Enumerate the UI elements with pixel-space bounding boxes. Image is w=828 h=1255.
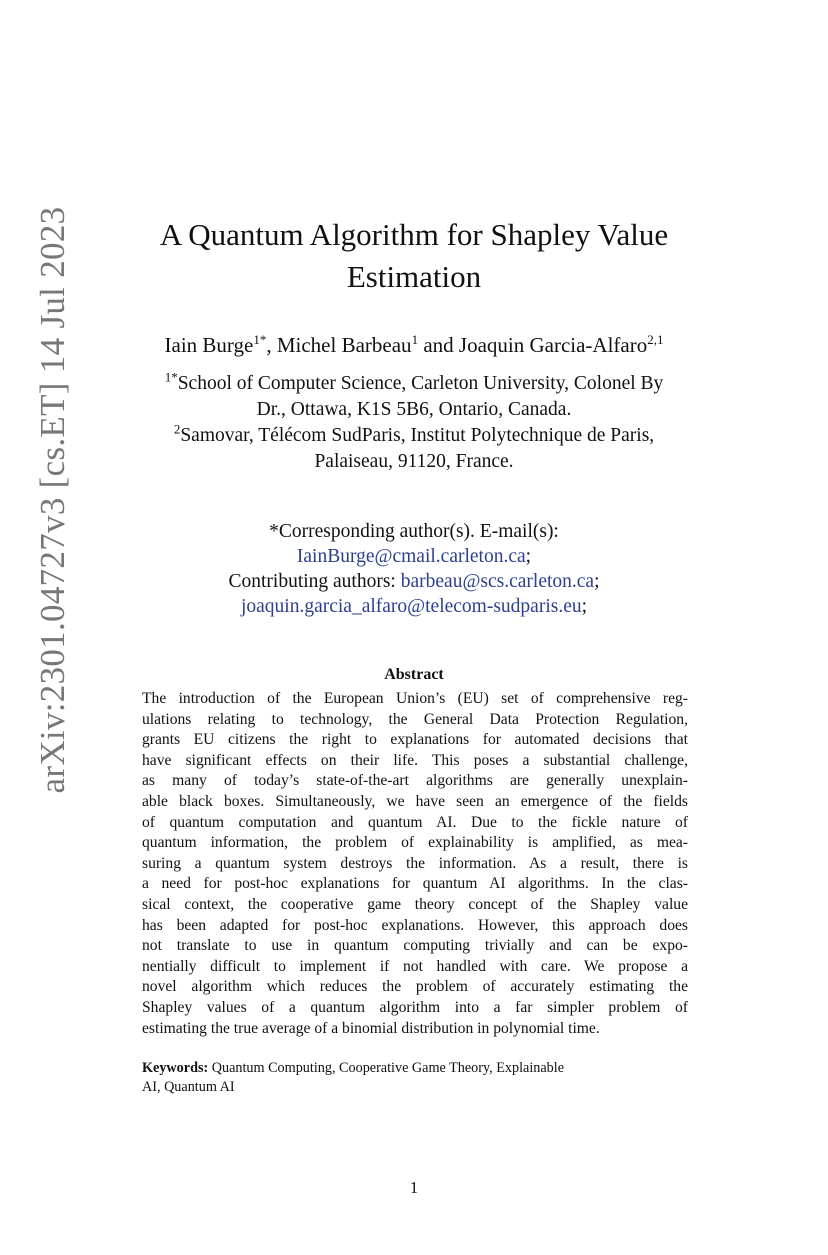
- page-number: 1: [409, 1178, 419, 1197]
- abstract-body: [142, 689, 688, 1039]
- author-affiliation-mark: 1: [411, 332, 419, 347]
- corresponding-email-link[interactable]: IainBurge@cmail.carleton.ca: [296, 546, 526, 567]
- affiliation-1-line-1: [0, 371, 828, 397]
- affiliation-text: Samovar, Télécom SudParis, Institut Polytechnique de Paris,: [180, 425, 655, 446]
- abstract-heading: Abstract: [384, 666, 444, 683]
- keywords-line-1: [142, 1059, 688, 1078]
- affiliation-text: School of Computer Science, Carleton University, Colonel By: [177, 373, 664, 394]
- author-affiliation-mark: 2,1: [647, 332, 664, 347]
- abstract-line: as many of today’s state-of-the-art algorithms are generally unexplain-: [142, 772, 688, 790]
- separator: ;: [581, 596, 588, 617]
- contributing-email-link-1[interactable]: barbeau@scs.carleton.ca: [400, 571, 595, 592]
- author-affiliation-mark: 1*: [253, 332, 267, 347]
- corresponding-label: *Corresponding author(s). E-mail(s):: [269, 521, 559, 542]
- separator: ;: [594, 571, 600, 592]
- abstract-line: ulations relating to technology, the General Data Protection Regulation,: [142, 710, 688, 728]
- title-line-1: A Quantum Algorithm for Shapley Value: [159, 217, 669, 252]
- keywords-text: Quantum Computing, Cooperative Game Theory, Explainable: [208, 1060, 564, 1076]
- abstract-line: a need for post-hoc explanations for quantum AI algorithms. In the clas-: [142, 875, 688, 893]
- abstract-line: have significant effects on their life. This poses a substantial challenge,: [142, 751, 688, 769]
- keywords-line-2: AI, Quantum AI: [142, 1079, 235, 1095]
- affiliation-mark: 2: [173, 421, 181, 437]
- arxiv-identifier-stamp: arXiv:2301.04727v3 [cs.ET] 14 Jul 2023: [33, 206, 72, 794]
- contributing-label: Contributing authors:: [228, 571, 401, 592]
- abstract-line: Shapley values of a quantum algorithm into a far simpler problem of: [142, 998, 688, 1016]
- keywords-block: [142, 1059, 688, 1097]
- author-separator: ,: [266, 333, 277, 357]
- abstract-line: sical context, the cooperative game theory concept of the Shapley value: [142, 895, 688, 913]
- abstract-line: grants EU citizens the right to explanations for automated decisions that: [142, 731, 688, 749]
- contributing-email-line-2: [0, 594, 828, 619]
- affiliation-2-line-2: Palaiseau, 91120, France.: [314, 451, 514, 472]
- abstract-line: novel algorithm which reduces the problem of accurately estimating the: [142, 978, 688, 996]
- author-separator: and: [418, 333, 459, 357]
- abstract-line: suring a quantum system destroys the information. As a result, there is: [142, 854, 688, 872]
- abstract-line: of quantum computation and quantum AI. Due to the fickle nature of: [142, 813, 688, 831]
- contributing-authors-line: [0, 569, 828, 594]
- title-line-2: Estimation: [346, 259, 482, 294]
- abstract-line: not translate to use in quantum computing trivially and can be expo-: [142, 937, 688, 955]
- correspondence-block: [0, 519, 828, 619]
- contributing-email-link-2[interactable]: joaquin.garcia_alfaro@telecom-sudparis.eu: [240, 596, 582, 617]
- affiliations: [0, 371, 828, 475]
- author-name: Michel Barbeau: [276, 333, 412, 357]
- keywords-label: Keywords:: [142, 1060, 209, 1076]
- affiliation-1-line-2: Dr., Ottawa, K1S 5B6, Ontario, Canada.: [256, 399, 572, 420]
- separator: ;: [525, 546, 532, 567]
- affiliation-mark: 1*: [164, 369, 178, 385]
- abstract-line: estimating the true average of a binomial distribution in polynomial time.: [142, 1019, 600, 1037]
- paper-title: [0, 214, 828, 298]
- abstract-line: able black boxes. Simultaneously, we have seen an emergence of the fields: [142, 792, 688, 810]
- abstract-line: has been adapted for post-hoc explanations. However, this approach does: [142, 916, 688, 934]
- abstract-line: quantum information, the problem of explainability is amplified, as mea-: [142, 834, 688, 852]
- corresponding-email-line: [0, 544, 828, 569]
- abstract-line: The introduction of the European Union’s (EU) set of comprehensive reg-: [142, 690, 688, 707]
- author-list: [0, 331, 828, 359]
- author-name: Iain Burge: [164, 333, 254, 357]
- abstract-line: nentially difficult to implement if not handled with care. We propose a: [142, 957, 688, 975]
- affiliation-2-line-1: [0, 423, 828, 449]
- author-name: Joaquin Garcia-Alfaro: [458, 333, 648, 357]
